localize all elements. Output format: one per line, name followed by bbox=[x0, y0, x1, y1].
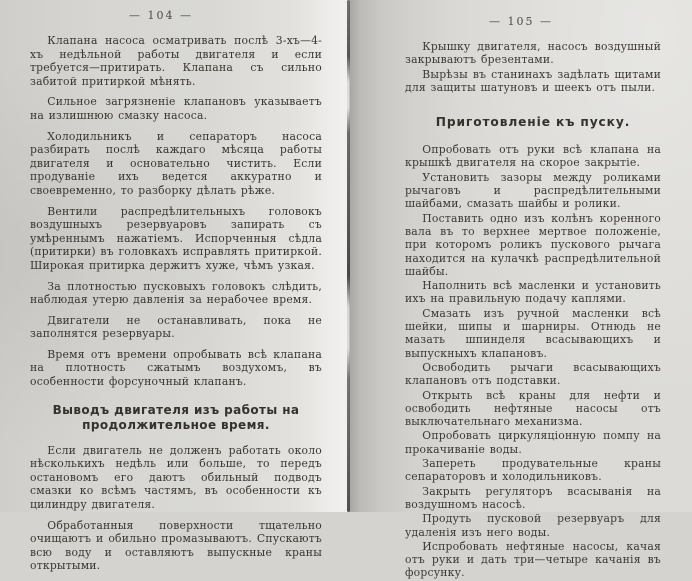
left-page-number: — 104 — bbox=[129, 9, 193, 22]
paragraph: Вырѣзы въ станинахъ задѣлать щитами для защиты шатуновъ и шеекъ отъ пыли. bbox=[405, 67, 661, 94]
paragraph: Опробовать отъ руки всѣ клапана на крышкѣ двигателя на скорое закрытіе. bbox=[405, 143, 661, 170]
paragraph: Поставить одно изъ колѣнъ коренного вала въ то верхнее мертвое положеніе, при которомъ роликъ пускового рычага находится на кулачкѣ распредѣлительной шайбы. bbox=[405, 211, 661, 278]
paragraph: Если двигатель не долженъ работать около нѣсколькихъ недѣль или больше, то передъ остановомъ его даютъ обильный подводъ смазки ко всѣмъ частямъ, въ особенности къ цилиндру двигателя. bbox=[30, 443, 322, 512]
paragraph: Открыть всѣ краны для нефти и освободить нефтяные насосы отъ выключательнаго механизма. bbox=[405, 388, 661, 429]
paragraph: Время отъ времени опробывать всѣ клапана на плотность сжатымъ воздухомъ, въ особенности форсуночный клапанъ. bbox=[30, 347, 322, 389]
paragraph: Смазать изъ ручной масленки всѣ шейки, шипы и шарниры. Отнюдь не мазать шпинделя всасывающихъ и выпускныхъ клапановъ. bbox=[405, 306, 661, 360]
right-page bbox=[350, 0, 692, 580]
paragraph: Холодильникъ и сепараторъ насоса разбирать послѣ каждаго мѣсяца работы двигателя и основательно чистить. Если продуваніе ихъ ведется аккуратно и своевременно, то разборку дѣлать рѣже. bbox=[30, 129, 322, 197]
paragraph: Испробовать нефтяные насосы, качая отъ руки и дать три—четыре качанія въ форсунку. bbox=[405, 539, 661, 580]
right-page-number: — 105 — bbox=[489, 15, 553, 28]
paragraph: Запереть продувательные краны сепараторовъ и холодильниковъ. bbox=[405, 457, 661, 484]
left-page-text bbox=[30, 34, 322, 580]
paragraph: Наполнить всѣ масленки и установить ихъ на правильную подачу каплями. bbox=[405, 279, 661, 306]
paragraph: Опробовать циркуляціонную помпу на прокачиваніе воды. bbox=[405, 429, 661, 456]
left-page bbox=[0, 0, 349, 573]
paragraph: Продуть пусковой резервуаръ для удаленія изъ него воды. bbox=[405, 512, 661, 539]
section-heading: Приготовленіе къ пуску. bbox=[435, 115, 631, 130]
paragraph: Установить зазоры между роликами рычаговъ и распредѣлительными шайбами, смазать шайбы и ролики. bbox=[405, 170, 661, 211]
paragraph: Крышку двигателя, насосъ воздушный закрываютъ брезентами. bbox=[405, 40, 661, 67]
paragraph: Закрыть регуляторъ всасыванія на воздушномъ насосѣ. bbox=[405, 484, 661, 511]
paragraph: Освободить рычаги всасывающихъ клапановъ отъ подставки. bbox=[405, 360, 661, 388]
page-edge-line bbox=[347, 0, 350, 512]
paragraph: Обработанныя поверхности тщательно очищаютъ и обильно промазываютъ. Спускаютъ всю воду и оставляютъ выпускные краны открытыми. bbox=[30, 518, 322, 573]
section-heading: Выводъ двигателя изъ работы на продолжительное время. bbox=[52, 402, 300, 432]
paragraph: За плотностью пусковыхъ головокъ слѣдить, наблюдая утерю давленія за нерабочее время. bbox=[30, 279, 322, 307]
paragraph: Двигатели не останавливать, пока не заполнятся резервуары. bbox=[30, 313, 322, 341]
right-page-text bbox=[405, 40, 661, 581]
paragraph: Клапана насоса осматривать послѣ 3-хъ—4-хъ недѣльной работы двигателя и если требуется—притирать. Клапана съ сильно забитой притиркой мѣнять. bbox=[30, 34, 322, 88]
paragraph: Сильное загрязненіе клапановъ указываетъ на излишнюю смазку насоса. bbox=[30, 95, 322, 122]
paragraph: Вентили распредѣлительныхъ головокъ воздушныхъ резервуаровъ запирать съ умѣреннымъ нажатіемъ. Испорченныя сѣдла (притирки) въ головкахъ исправлять притиркой. Широкая притирка держитъ хуже, чѣмъ узкая. bbox=[30, 204, 322, 272]
